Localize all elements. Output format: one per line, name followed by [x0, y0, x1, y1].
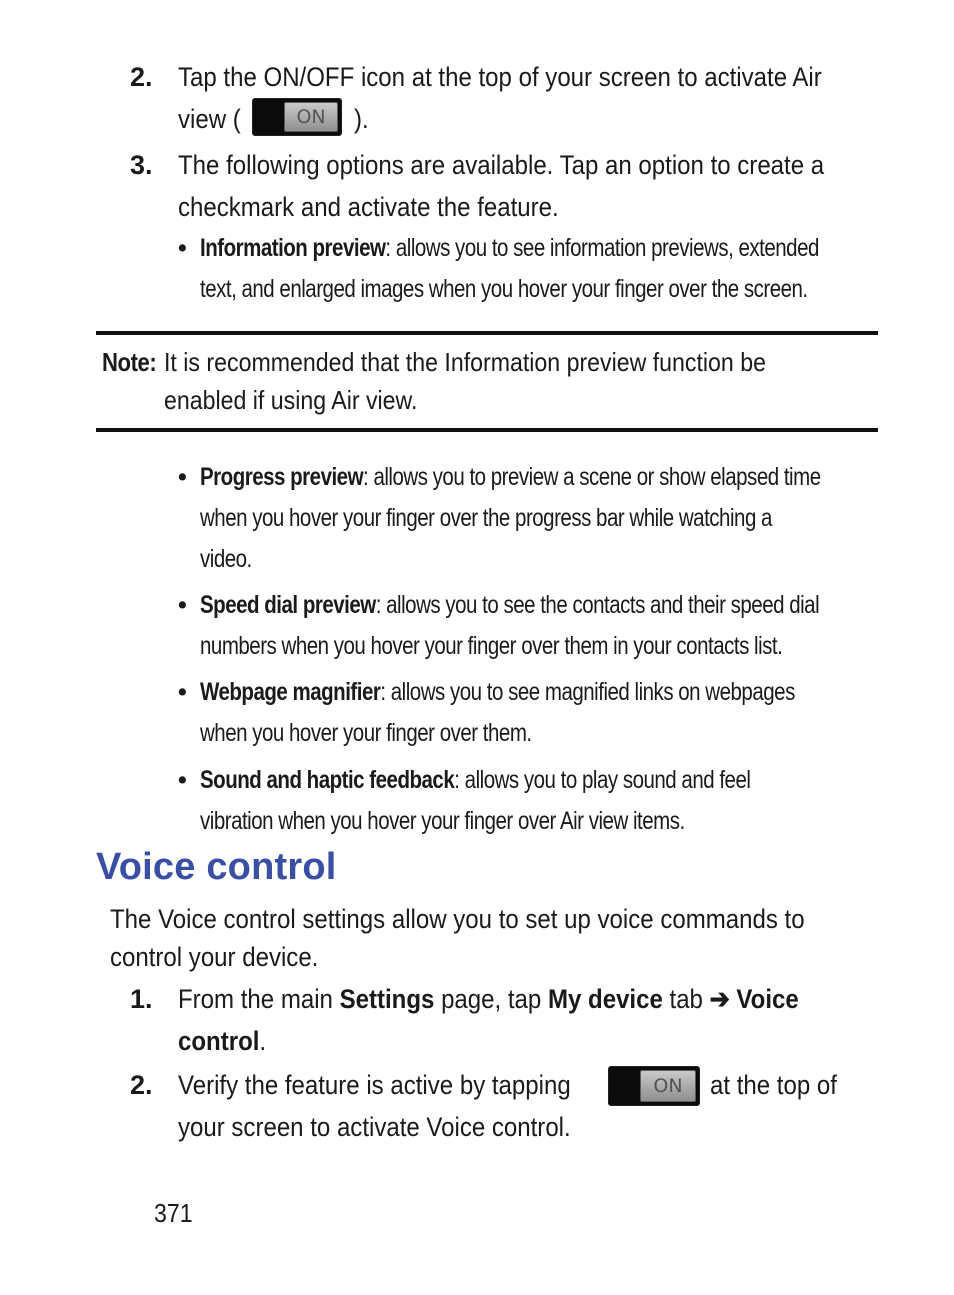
step-body [178, 144, 898, 228]
bullet-term: Progress preview [200, 463, 364, 491]
step-text: at the top of [710, 1070, 837, 1100]
bullet-dot: • [178, 234, 187, 262]
bullet-description: when you hover your finger over them. [200, 719, 532, 747]
bullet-description: : allows you to see magnified links on webpages [380, 678, 795, 706]
step-text: tab [662, 984, 710, 1014]
note-text [164, 343, 864, 419]
step-text-line: The following options are available. Tap an option to create a [178, 150, 825, 180]
step-number: 2. [130, 62, 153, 92]
step-text: . [259, 1026, 267, 1056]
bullet-text [200, 760, 890, 842]
voice-label: Voice [729, 984, 799, 1014]
bullet-text [200, 672, 890, 754]
step-number: 1. [130, 984, 153, 1014]
bullet-description: vibration when you hover your finger over Air view items. [200, 807, 685, 835]
bullet-dot: • [178, 766, 187, 794]
bullet-term: Sound and haptic feedback [200, 766, 455, 794]
step-number: 2. [130, 1070, 153, 1100]
step-text: your screen to activate Voice control. [178, 1112, 571, 1142]
bullet-description: : allows you to preview a scene or show elapsed time [363, 463, 821, 491]
control-label: control [178, 1026, 260, 1056]
note-text-line: It is recommended that the Information preview function be [164, 347, 766, 377]
step-body [178, 56, 898, 140]
bullet-description: video. [200, 545, 252, 573]
toggle-knob-label: ON [284, 102, 338, 132]
toggle-knob-label: ON [640, 1070, 696, 1102]
bullet-description: text, and enlarged images when you hover your finger over the screen. [200, 275, 808, 303]
note-bottom-rule [96, 428, 878, 432]
bullet-term: Information preview [200, 234, 386, 262]
section-heading-voice-control: Voice control [96, 846, 337, 888]
step-text-line: checkmark and activate the feature. [178, 192, 559, 222]
note-top-rule [96, 331, 878, 335]
bullet-description: : allows you to see the contacts and their speed dial [375, 591, 820, 619]
note-text-line: enabled if using Air view. [164, 385, 418, 415]
bullet-description: : allows you to see information previews, extended [385, 234, 819, 262]
step-body [178, 1064, 898, 1148]
arrow-icon: ➔ [709, 984, 730, 1014]
step-text-line: ). [353, 104, 369, 134]
page-number: 371 [154, 1198, 193, 1228]
air-view-toggle-icon [252, 98, 342, 136]
step-text: From the main [178, 984, 340, 1014]
step-text: page, tap [434, 984, 548, 1014]
voice-control-toggle-icon [608, 1066, 700, 1106]
bullet-dot: • [178, 591, 187, 619]
voice-control-intro [110, 900, 870, 976]
bullet-description: numbers when you hover your finger over them in your contacts list. [200, 632, 783, 660]
note-label: Note: [102, 347, 157, 377]
intro-text-line: The Voice control settings allow you to set up voice commands to [110, 904, 805, 934]
bullet-text [200, 585, 890, 667]
bullet-text [200, 457, 890, 580]
settings-label: Settings [339, 984, 435, 1014]
intro-text-line: control your device. [110, 942, 319, 972]
bullet-term: Webpage magnifier [200, 678, 381, 706]
step-text-line: view ( [178, 104, 241, 134]
bullet-dot: • [178, 463, 187, 491]
step-text-line: Tap the ON/OFF icon at the top of your screen to activate Air [178, 62, 822, 92]
step-text: Verify the feature is active by tapping [178, 1070, 571, 1100]
bullet-description: when you hover your finger over the progress bar while watching a [200, 504, 772, 532]
step-number: 3. [130, 150, 153, 180]
bullet-description: : allows you to play sound and feel [454, 766, 751, 794]
bullet-text [200, 228, 890, 310]
my-device-label: My device [547, 984, 663, 1014]
bullet-dot: • [178, 678, 187, 706]
bullet-term: Speed dial preview [200, 591, 376, 619]
step-body [178, 978, 898, 1062]
